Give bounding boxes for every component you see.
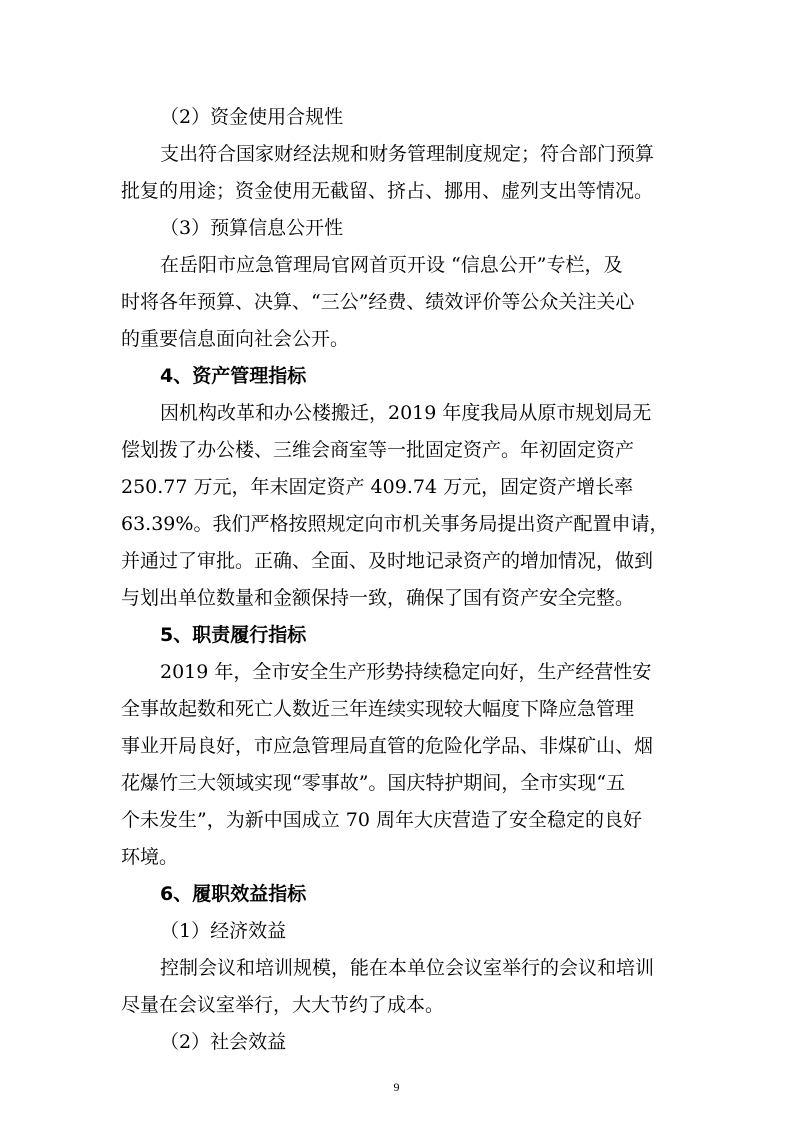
paragraph-line: 全事故起数和死亡人数近三年连续实现较大幅度下降应急管理 <box>121 698 635 720</box>
paragraph-line: 个未发生”，为新中国成立 70 周年大庆营造了安全稳定的良好 <box>121 809 642 831</box>
paragraph-line: 2019 年，全市安全生产形势持续稳定向好，生产经营性安 <box>160 661 652 683</box>
paragraph-line: 尽量在会议室举行，大大节约了成本。 <box>121 994 445 1016</box>
paragraph-line: 的重要信息面向社会公开。 <box>121 328 350 350</box>
section-heading-asset-management: 4、资产管理指标 <box>160 365 307 387</box>
paragraph-line: 因机构改革和办公楼搬迁，2019 年度我局从原市规划局无 <box>160 402 652 424</box>
paragraph-line: 与划出单位数量和金额保持一致，确保了国有资产安全完整。 <box>121 587 635 609</box>
paragraph-line: 时将各年预算、决算、“三公”经费、绩效评价等公众关注关心 <box>121 291 635 313</box>
paragraph-line: 花爆竹三大领域实现“零事故”。国庆特护期间，全市实现“五 <box>121 772 626 794</box>
paragraph-line: 在岳阳市应急管理局官网首页开设 “信息公开”专栏，及 <box>160 254 623 276</box>
paragraph-line: 支出符合国家财经法规和财务管理制度规定；符合部门预算 <box>160 143 655 165</box>
paragraph-line: 环境。 <box>121 846 179 868</box>
subheading-budget-disclosure: （3）预算信息公开性 <box>160 217 344 239</box>
paragraph-line: 偿划拨了办公楼、三维会商室等一批固定资产。年初固定资产 <box>121 439 635 461</box>
paragraph-line: 控制会议和培训规模，能在本单位会议室举行的会议和培训 <box>160 957 655 979</box>
paragraph-line: 批复的用途；资金使用无截留、挤占、挪用、虚列支出等情况。 <box>121 180 654 202</box>
paragraph-line: 事业开局良好，市应急管理局直管的危险化学品、非煤矿山、烟 <box>121 735 654 757</box>
section-heading-performance-benefits: 6、履职效益指标 <box>160 883 307 905</box>
subheading-fund-compliance: （2）资金使用合规性 <box>160 106 344 128</box>
subheading-social-benefits: （2）社会效益 <box>160 1031 287 1053</box>
paragraph-line: 并通过了审批。正确、全面、及时地记录资产的增加情况，做到 <box>121 550 654 572</box>
paragraph-line: 250.77 万元，年末固定资产 409.74 万元，固定资产增长率 <box>121 476 634 498</box>
page-number: 9 <box>393 1080 400 1094</box>
paragraph-line: 63.39%。我们严格按照规定向市机关事务局提出资产配置申请， <box>121 513 669 535</box>
section-heading-duty-performance: 5、职责履行指标 <box>160 624 307 646</box>
subheading-economic-benefits: （1）经济效益 <box>160 920 287 942</box>
